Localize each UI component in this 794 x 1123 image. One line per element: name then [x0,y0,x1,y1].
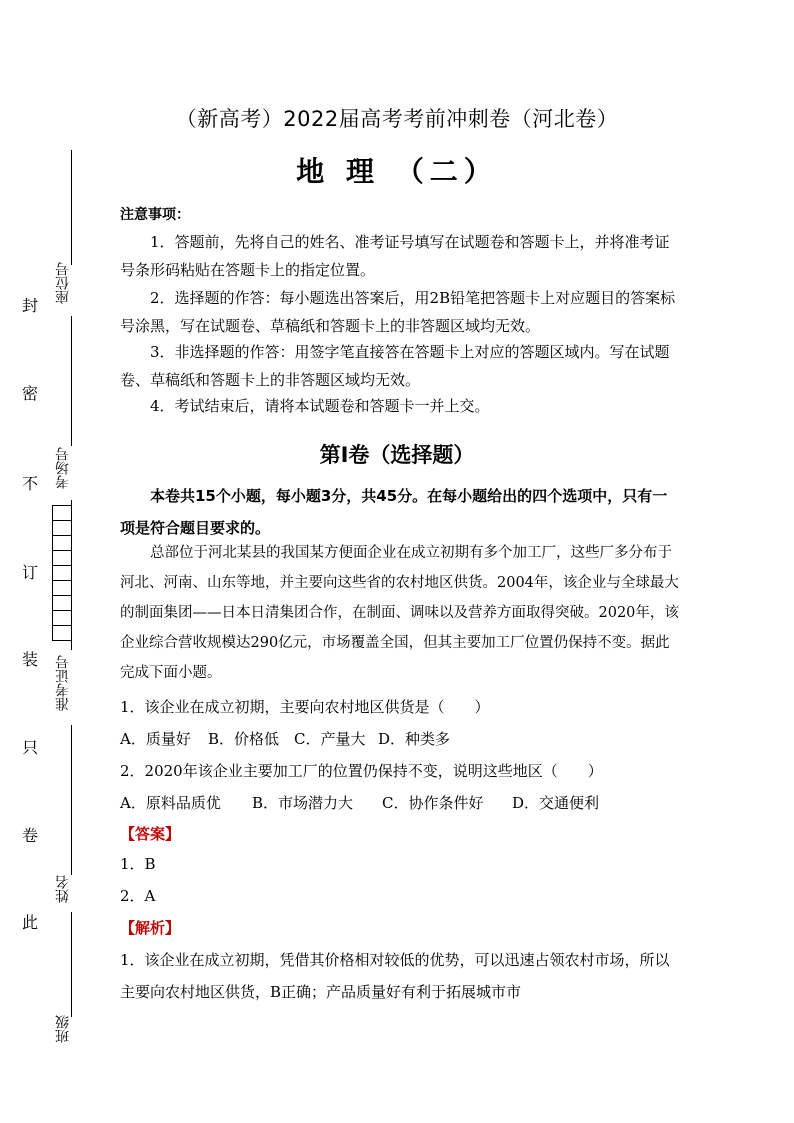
subject-title: 地 理 （二） [296,155,498,188]
class-label: 班级 [55,1015,71,1043]
seat-number-label: 座位号 [55,262,71,304]
question-options [120,725,680,753]
seal-char: 卷 [22,826,39,845]
seal-char: 封 [22,296,39,315]
seal-char: 只 [22,738,39,757]
notice-heading: 注意事项： [120,207,190,223]
section-instructions: 本卷共15个小题，每小题3分，共45分。在每小题给出的四个选项中，只有一项是符合题目要求的。 [120,487,668,537]
option: A．质量好 [120,730,191,748]
exam-room-label: 考场号 [55,447,71,489]
option: D．交通便利 [512,794,600,812]
analysis-label: 【解析】 [120,919,181,937]
answer-item: 1．B [120,855,156,873]
seal-char: 装 [22,650,39,669]
section-title: 第Ⅰ卷（选择题） [319,443,475,467]
option: A．原料品质优 [120,794,221,812]
answer-label: 【答案】 [120,825,181,843]
question-options [120,789,680,817]
name-label: 姓名 [55,875,71,903]
reading-passage: 总部位于河北某县的我国某方便面企业在成立初期有多个加工厂，这些厂多分布于河北、河南、山东等地，并主要向这些省的农村地区供货。2004年，该企业与全球最大的制面集团——日本日清集团合作，在制面、调味以及营养方面取得突破。2020年，该企业综合营收规模达290亿元，市场覆盖全国，但其主要加工厂位置仍保持不变。据此完成下面小题。 [120,545,679,681]
analysis-text: 1．该企业在成立初期，凭借其价格相对较低的优势，可以迅速占领农村市场，所以主要向农村地区供货，B正确；产品质量好有利于拓展城市市 [120,951,670,1001]
seal-char: 不 [22,474,39,493]
option: D．种类多 [378,730,451,748]
answer-item: 2．A [120,887,156,905]
blank-line [71,725,72,875]
exam-title: （新高考）2022届高考考前冲刺卷（河北卷） [175,107,619,131]
blank-line [71,912,72,1017]
option: C．产量大 [294,730,366,748]
option: B．价格低 [208,730,280,748]
notice-item: 1．答题前，先将自己的姓名、准考证号填写在试题卷和答题卡上，并将准考证号条形码粘贴在答题卡上的指定位置。 [120,233,670,279]
blank-line [71,500,72,650]
seal-char: 此 [22,913,39,932]
question-stem: 1．该企业在成立初期，主要向农村地区供货是（ ） [120,698,490,716]
option: C．协作条件好 [382,794,484,812]
admission-number-label: 准考证号 [55,655,71,711]
blank-line [71,316,72,446]
seal-char: 订 [22,563,39,582]
notice-item: 3．非选择题的作答：用签字笔直接答在答题卡上对应的答题区域内。写在试题卷、草稿纸和答题卡上的非答题区域均无效。 [120,343,670,389]
notice-item: 2．选择题的作答：每小题选出答案后，用2B铅笔把答题卡上对应题目的答案标号涂黑，写在试题卷、草稿纸和答题卡上的非答题区域均无效。 [120,289,676,335]
option: B．市场潜力大 [252,794,354,812]
notice-item: 4．考试结束后，请将本试题卷和答题卡一并上交。 [150,397,490,415]
question-stem: 2．2020年该企业主要加工厂的位置仍保持不变，说明这些地区（ ） [120,762,603,780]
seal-char: 密 [22,384,39,403]
